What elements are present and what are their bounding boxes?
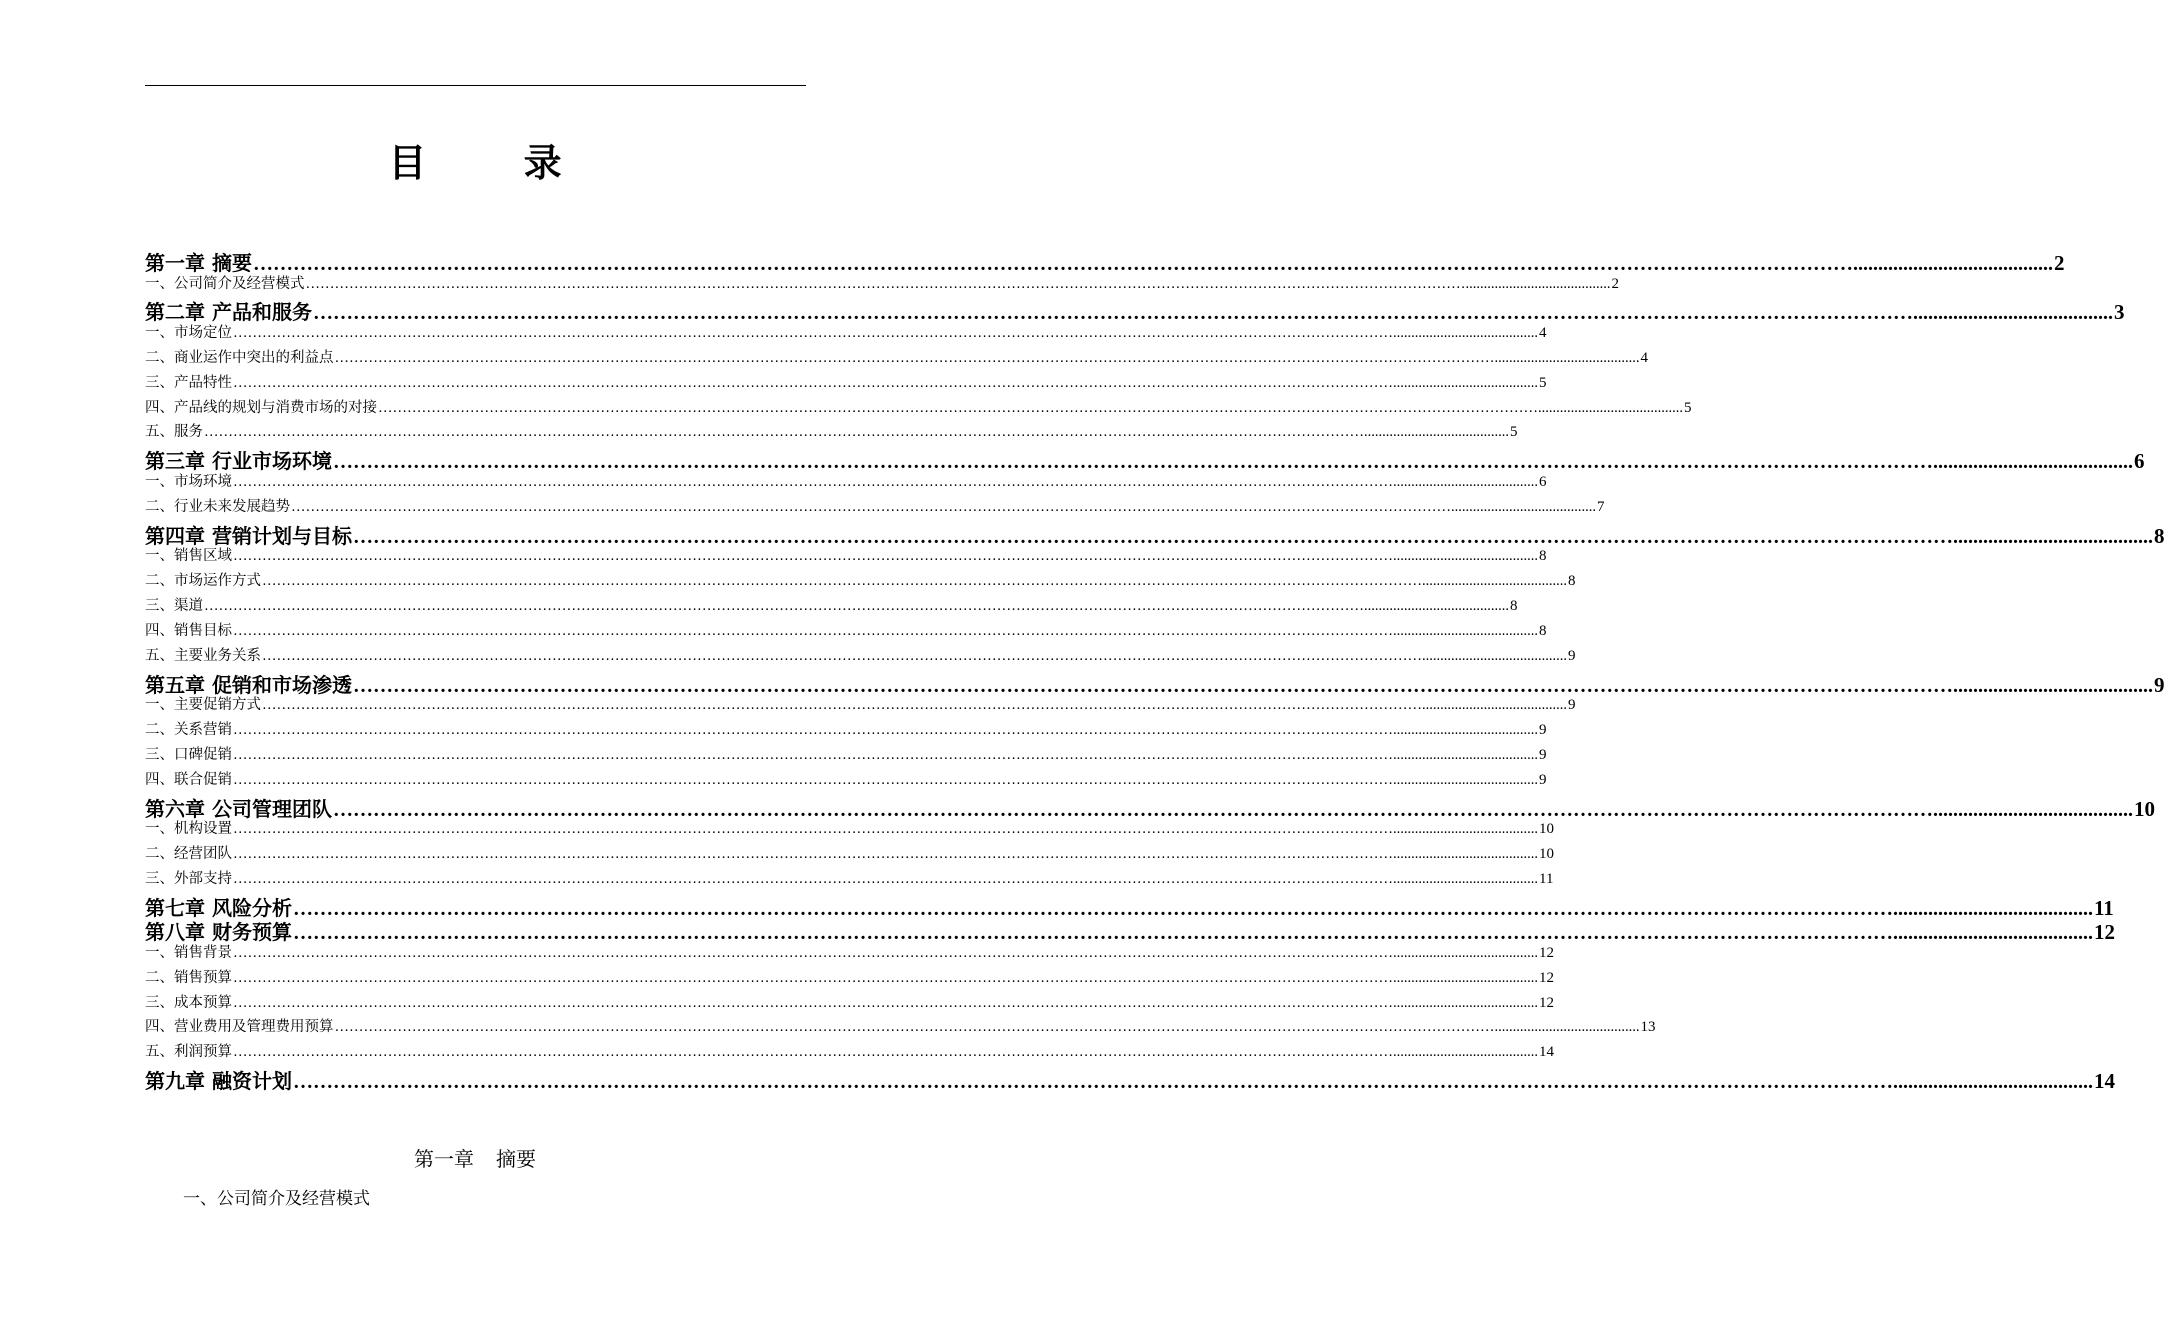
toc-dot-leader: ……………………………………………………………………………………………………………………………………………………………………………………………………………………........................................: [332, 798, 2133, 821]
chapter-heading: [0, 1143, 950, 1172]
toc-entry-label: 一、销售背景: [145, 944, 232, 961]
toc-dot-leader: ……………………………………………………………………………………………………………………………………………………………………………………………………………………........................................: [233, 771, 1538, 788]
toc-entry-label: 第九章 融资计划: [145, 1069, 292, 1094]
toc-dot-leader: ……………………………………………………………………………………………………………………………………………………………………………………………………………………........................................: [233, 846, 1538, 863]
toc-dot-leader: ……………………………………………………………………………………………………………………………………………………………………………………………………………………........................................: [292, 922, 2093, 945]
toc-entry-section[interactable]: [145, 272, 1619, 297]
toc-entry-label: 第三章 行业市场环境: [145, 449, 332, 474]
toc-entry-section[interactable]: [145, 991, 1554, 1016]
toc-entry-page: 2: [2053, 251, 2065, 275]
toc-entry-page: 8: [1568, 573, 1576, 590]
toc-entry-section[interactable]: [145, 743, 1547, 768]
table-of-contents: [145, 247, 2164, 1094]
toc-entry-label: 五、利润预算: [145, 1044, 232, 1061]
toc-entry-label: 四、营业费用及管理费用预算: [145, 1019, 334, 1036]
toc-entry-label: 第二章 产品和服务: [145, 300, 312, 325]
toc-dot-leader: ……………………………………………………………………………………………………………………………………………………………………………………………………………………........................................: [312, 302, 2113, 325]
toc-entry-section[interactable]: [145, 842, 1554, 867]
toc-dot-leader: ……………………………………………………………………………………………………………………………………………………………………………………………………………………........................................: [233, 870, 1538, 887]
toc-entry-section[interactable]: [145, 941, 1554, 966]
toc-entry-chapter[interactable]: [145, 247, 2065, 275]
toc-entry-chapter[interactable]: [145, 520, 2164, 548]
toc-entry-section[interactable]: [145, 420, 1518, 445]
toc-entry-page: 10: [1539, 821, 1554, 838]
toc-dot-leader: ……………………………………………………………………………………………………………………………………………………………………………………………………………………........................................: [233, 821, 1538, 838]
toc-entry-label: 一、市场环境: [145, 473, 232, 490]
toc-entry-section[interactable]: [145, 495, 1605, 520]
toc-entry-page: 2: [1611, 275, 1619, 292]
toc-entry-label: 二、商业运作中突出的利益点: [145, 349, 334, 366]
toc-entry-page: 4: [1539, 324, 1547, 341]
toc-dot-leader: ……………………………………………………………………………………………………………………………………………………………………………………………………………………........................................: [292, 897, 2093, 920]
toc-entry-label: 三、产品特性: [145, 374, 232, 391]
toc-dot-leader: ……………………………………………………………………………………………………………………………………………………………………………………………………………………........................................: [233, 969, 1538, 986]
toc-dot-leader: ……………………………………………………………………………………………………………………………………………………………………………………………………………………........................................: [204, 424, 1509, 441]
toc-entry-page: 12: [1539, 994, 1554, 1011]
toc-entry-chapter[interactable]: [145, 445, 2145, 474]
toc-dot-leader: ……………………………………………………………………………………………………………………………………………………………………………………………………………………........................................: [252, 253, 2053, 275]
toc-dot-leader: ……………………………………………………………………………………………………………………………………………………………………………………………………………………........................................: [233, 1044, 1538, 1061]
toc-dot-leader: ……………………………………………………………………………………………………………………………………………………………………………………………………………………........................................: [292, 1071, 2093, 1094]
toc-entry-page: 10: [1539, 846, 1554, 863]
toc-entry-page: 5: [1539, 374, 1547, 391]
toc-entry-page: 12: [2093, 920, 2115, 945]
toc-entry-section[interactable]: [145, 644, 1576, 669]
toc-entry-section[interactable]: [145, 321, 1547, 346]
toc-entry-label: 一、公司简介及经营模式: [145, 275, 305, 292]
toc-entry-page: 12: [1539, 969, 1554, 986]
toc-entry-page: 9: [2153, 672, 2164, 697]
toc-entry-label: 第五章 促销和市场渗透: [145, 672, 352, 697]
toc-entry-label: 三、渠道: [145, 597, 203, 614]
toc-entry-label: 第一章 摘要: [145, 251, 252, 275]
header-rule: [145, 85, 806, 86]
toc-entry-page: 12: [1539, 944, 1554, 961]
toc-entry-section[interactable]: [145, 371, 1547, 396]
toc-entry-page: 9: [1539, 746, 1547, 763]
chapter-title: 摘要: [496, 1147, 536, 1171]
toc-entry-page: 9: [1539, 721, 1547, 738]
chapter-number: 第一章: [414, 1147, 474, 1171]
toc-dot-leader: ……………………………………………………………………………………………………………………………………………………………………………………………………………………........................................: [233, 746, 1538, 763]
toc-entry-label: 二、关系营销: [145, 721, 232, 738]
toc-dot-leader: ……………………………………………………………………………………………………………………………………………………………………………………………………………………........................................: [262, 573, 1567, 590]
toc-entry-label: 二、销售预算: [145, 969, 232, 986]
toc-entry-section[interactable]: [145, 817, 1554, 842]
toc-entry-section[interactable]: [145, 569, 1576, 594]
toc-entry-section[interactable]: [145, 693, 1576, 718]
toc-entry-section[interactable]: [145, 1015, 1656, 1040]
toc-entry-label: 第七章 风险分析: [145, 895, 292, 920]
toc-entry-page: 10: [2133, 796, 2155, 821]
toc-entry-page: 9: [1568, 697, 1576, 714]
toc-entry-label: 一、市场定位: [145, 324, 232, 341]
toc-entry-section[interactable]: [145, 966, 1554, 991]
toc-entry-page: 6: [1539, 473, 1547, 490]
toc-entry-label: 四、销售目标: [145, 622, 232, 639]
toc-entry-page: 8: [1539, 548, 1547, 565]
toc-dot-leader: ……………………………………………………………………………………………………………………………………………………………………………………………………………………........................................: [334, 1019, 1640, 1036]
toc-entry-label: 二、行业未来发展趋势: [145, 498, 290, 515]
toc-entry-page: 3: [2113, 300, 2125, 325]
toc-dot-leader: ……………………………………………………………………………………………………………………………………………………………………………………………………………………........................................: [378, 399, 1683, 416]
toc-entry-chapter[interactable]: [145, 669, 2164, 697]
toc-entry-section[interactable]: [145, 470, 1547, 495]
toc-entry-page: 4: [1640, 349, 1648, 366]
toc-entry-page: 14: [2093, 1069, 2115, 1094]
toc-entry-section[interactable]: [145, 867, 1554, 892]
toc-entry-page: 13: [1640, 1019, 1656, 1036]
toc-entry-label: 一、主要促销方式: [145, 697, 261, 714]
toc-dot-leader: ……………………………………………………………………………………………………………………………………………………………………………………………………………………........................................: [233, 721, 1538, 738]
toc-entry-label: 四、联合促销: [145, 771, 232, 788]
toc-dot-leader: ……………………………………………………………………………………………………………………………………………………………………………………………………………………........................................: [334, 349, 1640, 366]
toc-entry-section[interactable]: [145, 594, 1518, 619]
toc-entry-label: 第八章 财务预算: [145, 920, 292, 945]
toc-entry-page: 8: [1510, 597, 1518, 614]
section-heading: 一、公司简介及经营模式: [183, 1189, 370, 1209]
toc-dot-leader: ……………………………………………………………………………………………………………………………………………………………………………………………………………………........................................: [352, 525, 2153, 548]
toc-dot-leader: ……………………………………………………………………………………………………………………………………………………………………………………………………………………........................................: [352, 674, 2153, 697]
toc-entry-section[interactable]: [145, 718, 1547, 743]
toc-entry-chapter[interactable]: [145, 1065, 2115, 1094]
toc-entry-label: 四、产品线的规划与消费市场的对接: [145, 399, 377, 416]
toc-entry-chapter[interactable]: [145, 793, 2155, 821]
toc-dot-leader: ……………………………………………………………………………………………………………………………………………………………………………………………………………………........................................: [291, 498, 1596, 515]
toc-entry-label: 第六章 公司管理团队: [145, 796, 332, 821]
toc-entry-section[interactable]: [145, 1040, 1554, 1065]
toc-entry-label: 一、销售区域: [145, 548, 232, 565]
toc-entry-section[interactable]: [145, 619, 1547, 644]
toc-dot-leader: ……………………………………………………………………………………………………………………………………………………………………………………………………………………........................................: [233, 548, 1538, 565]
toc-entry-page: 14: [1539, 1044, 1554, 1061]
toc-title: 目 录: [388, 141, 604, 185]
toc-dot-leader: ……………………………………………………………………………………………………………………………………………………………………………………………………………………........................................: [233, 473, 1538, 490]
toc-entry-page: 6: [2133, 449, 2145, 474]
toc-entry-label: 五、主要业务关系: [145, 647, 261, 664]
toc-dot-leader: ……………………………………………………………………………………………………………………………………………………………………………………………………………………........................................: [262, 647, 1567, 664]
toc-dot-leader: ……………………………………………………………………………………………………………………………………………………………………………………………………………………........................................: [233, 622, 1538, 639]
toc-entry-page: 9: [1539, 771, 1547, 788]
toc-dot-leader: ……………………………………………………………………………………………………………………………………………………………………………………………………………………........................................: [233, 994, 1538, 1011]
toc-entry-chapter[interactable]: [145, 296, 2125, 325]
toc-entry-section[interactable]: [145, 768, 1547, 793]
toc-entry-page: 8: [2153, 523, 2164, 548]
toc-dot-leader: ……………………………………………………………………………………………………………………………………………………………………………………………………………………........................................: [262, 697, 1567, 714]
toc-entry-page: 9: [1568, 647, 1576, 664]
toc-entry-page: 8: [1539, 622, 1547, 639]
toc-entry-label: 一、机构设置: [145, 821, 232, 838]
toc-entry-label: 五、服务: [145, 424, 203, 441]
toc-dot-leader: ……………………………………………………………………………………………………………………………………………………………………………………………………………………........................................: [305, 275, 1611, 292]
toc-entry-chapter[interactable]: [145, 892, 2114, 920]
toc-entry-label: 第四章 营销计划与目标: [145, 523, 352, 548]
toc-entry-page: 5: [1510, 424, 1518, 441]
toc-dot-leader: ……………………………………………………………………………………………………………………………………………………………………………………………………………………........................................: [233, 324, 1538, 341]
toc-entry-page: 7: [1597, 498, 1605, 515]
toc-entry-label: 三、口碑促销: [145, 746, 232, 763]
toc-entry-label: 三、外部支持: [145, 870, 232, 887]
toc-entry-section[interactable]: [145, 544, 1547, 569]
toc-entry-page: 5: [1684, 399, 1692, 416]
toc-entry-label: 三、成本预算: [145, 994, 232, 1011]
toc-entry-page: 11: [2093, 895, 2114, 920]
toc-dot-leader: ……………………………………………………………………………………………………………………………………………………………………………………………………………………........................................: [332, 451, 2133, 474]
toc-entry-page: 11: [1539, 870, 1554, 887]
toc-dot-leader: ……………………………………………………………………………………………………………………………………………………………………………………………………………………........................................: [233, 944, 1538, 961]
toc-dot-leader: ……………………………………………………………………………………………………………………………………………………………………………………………………………………........................................: [204, 597, 1509, 614]
toc-dot-leader: ……………………………………………………………………………………………………………………………………………………………………………………………………………………........................................: [233, 374, 1538, 391]
toc-entry-section[interactable]: [145, 346, 1648, 371]
toc-entry-section[interactable]: [145, 396, 1692, 421]
toc-entry-label: 二、市场运作方式: [145, 573, 261, 590]
toc-entry-label: 二、经营团队: [145, 846, 232, 863]
